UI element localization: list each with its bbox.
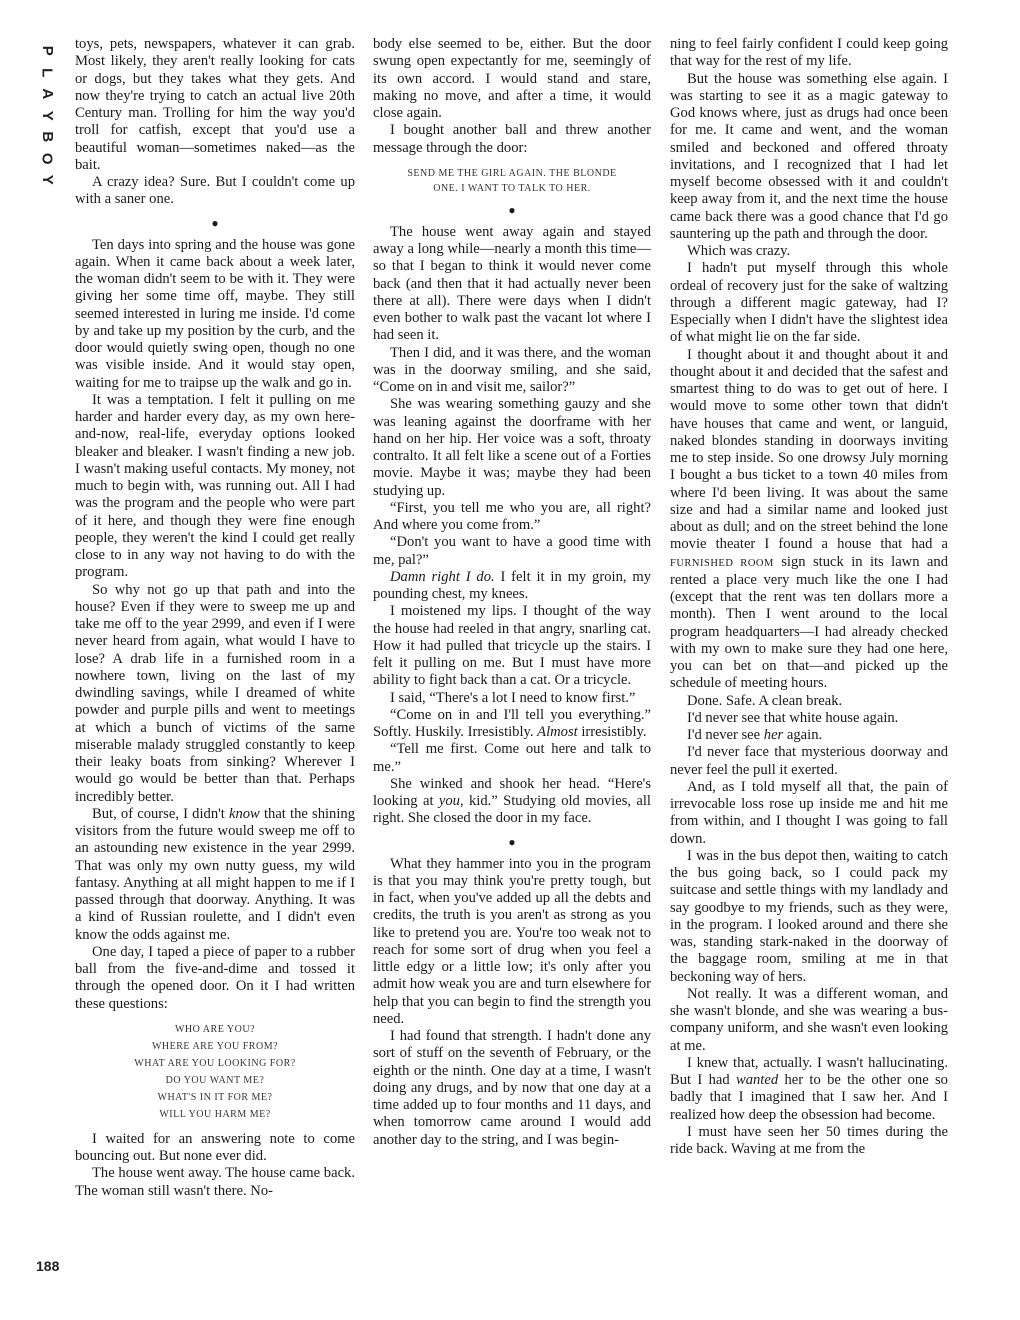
questions-list	[75, 1021, 355, 1123]
paragraph: Not really. It was a different woman, and she wasn't blonde, and she was wearing a bus-company uniform, and she wasn't even looking at me.	[670, 985, 948, 1054]
masthead-letter: P	[38, 45, 56, 56]
page-number: 188	[36, 1258, 60, 1274]
message-line: ONE. I WANT TO TALK TO HER.	[433, 183, 591, 195]
paragraph: I moistened my lips. I thought of the way the house had reeled in that angry, snarling cat. How it had pulled that tricycle up the stairs. I felt it pulling on me. But I must have more ability to fight back than a cat. Or a tricycle.	[373, 603, 651, 689]
playboy-masthead	[36, 40, 58, 191]
paragraph: Ten days into spring and the house was gone again. When it came back about a week later, the woman didn't seem to be with it. They were giving her some time off, maybe. They still seemed interested in luring me inside. I'd come by and take up my position by the curb, and the door would quietly swing open, though no one was visible inside. And it would stay open, waiting for me to traipse up the walk and go in.	[75, 236, 355, 391]
masthead-letter: L	[38, 67, 56, 77]
message-line: SEND ME THE GIRL AGAIN. THE BLONDE	[407, 167, 617, 179]
paragraph	[75, 806, 355, 944]
paragraph: Which was crazy.	[687, 243, 791, 259]
paragraph: body else seemed to be, either. But the door swung open expectantly for me, seemingly of its own accord. I would stand and stare, making no move, and after a time, it would close again.	[373, 36, 651, 121]
emphasis: wanted	[735, 1072, 779, 1088]
question: DO YOU WANT ME?	[165, 1074, 265, 1086]
text: She winked and shook her head. “Here's looking at	[373, 775, 651, 809]
emphasis: her	[763, 727, 784, 743]
paragraph: I hadn't put myself through this whole ordeal of recovery just for the sake of waltzing through a different magic gateway, had I? Especially when I didn't have the slightest idea of what might lie on the far side.	[670, 260, 948, 346]
paragraph: What they hammer into you in the program is that you may think you're pretty tough, but in fact, when you've added up all the debts and credits, the truth is you aren't as strong as you like to pretend you are. You're too weak not to reach for some sort of drug when you feel a little edgy or a little low; it's only after you admit how weak you are and turn elsewhere for help that you can begin to find the strength you need.	[373, 855, 651, 1027]
text: , kid.” Studying old movies, all right. She closed the door in my face.	[373, 793, 651, 827]
section-bullet: ●	[211, 215, 219, 230]
paragraph: It was a temptation. I felt it pulling on me harder and harder every day, as my own here-and-now, real-life, everyday options looked bleaker and bleaker. I wasn't finding a new job. I wasn't making useful contacts. My money, not much to begin with, was running out. All I had was the program and the people who were part of it here, and though they were fine enough people, they weren't the kind I could get really close to in any way not having to do with the program.	[75, 391, 355, 581]
masthead-letter: Y	[38, 110, 56, 121]
paragraph: I said, “There's a lot I need to know first.”	[390, 689, 636, 706]
paragraph: And, as I told myself all that, the pain of irrevocable loss rose up inside me and hit me from within, and I thought I was going to fall down.	[670, 778, 948, 847]
message-note	[373, 164, 651, 199]
paragraph: I was in the bus depot then, waiting to catch the bus going back, so I could pack my suitcase and settle things with my landlady and say goodbye to my friends, such as they were, in the program. I looked around and there she was, standing stark-naked in the doorway of the baggage room, smiling at me in that beckoning way of hers.	[670, 847, 948, 985]
section-bullet: ●	[508, 834, 516, 849]
text: that the shining visitors from the future would sweep me off to an astounding new existence in the year 2999. That was only my own nutty guess, my wild fantasy. Anything at all might happen to me if I passed through that doorway. Anything. It was a kind of Russian roulette, and I didn't even know the odds against me.	[75, 805, 356, 943]
text: I thought about it and thought about it and thought about it and decided that the safest and smartest thing to do was to get out of here. I would move to some other town that didn't have houses that came and went, or languid, naked blondes standing in doorways inviting me to step inside. So one drowsy July morning I bought a bus ticket to a town 40 miles from where I'd been living. It was about the same size and had a similar name and looked just about as dull; and on the street behind the lone movie theater I found a house that had a	[670, 346, 948, 553]
paragraph: Then I did, and it was there, and the woman was in the doorway smiling, and she said, “Come on in and visit me, sailor?”	[373, 344, 651, 395]
text: irresistibly.	[577, 724, 647, 740]
emphasis: you	[438, 793, 460, 809]
paragraph: I must have seen her 50 times during the ride back. Waving at me from the	[670, 1123, 948, 1157]
text: “Come on in and I'll tell you everything.” Softly. Huskily. Irresistibly.	[373, 706, 651, 740]
paragraph: But the house was something else again. I was starting to see it as a magic gateway to God knows where, just as drugs had once been for me. It came and went, and the woman smiled and beckoned and offered throaty invitations, and I recognized that I had let myself become obsessed with it and couldn't keep away from it, and the next time the house came back there was a good chance that I'd go sauntering up the path and through the door.	[670, 70, 948, 242]
paragraph: I'd never see that white house again.	[687, 709, 899, 726]
paragraph: toys, pets, newspapers, whatever it can grab. Most likely, they aren't really looking for cats or dogs, but they takes what they gets. And now they're trying to catch an actual live 20th Century man. Trolling for him the way you'd troll for catfish, except that you'd use a beautiful woman—sometimes naked—as the bait.	[75, 36, 355, 173]
paragraph: “Don't you want to have a good time with me, pal?”	[373, 534, 651, 568]
paragraph: “Tell me first. Come out here and talk to me.”	[373, 741, 651, 775]
paragraph: Done. Safe. A clean break.	[687, 692, 843, 709]
text: I knew that, actually. I wasn't hallucinating. But I had	[670, 1054, 948, 1088]
emphasis: know	[228, 805, 260, 822]
text: sign stuck in its lawn and rented a place very much like the one I had (except that the rent was ten dollars more a month). Then I went around to the local program headquarters—I had already checked with my own to make sure they had one here, you can bet on that—and picked up the schedule of meeting hours.	[670, 553, 948, 692]
section-bullet: ●	[508, 202, 516, 217]
paragraph: The house went away again and stayed away a long while—nearly a month this time—so that I began to think it would never come back (and then that it had actually never been there at all). There were days when I didn't even bother to walk past the vacant lot where I had seen it.	[373, 223, 651, 344]
paragraph	[670, 1055, 948, 1124]
paragraph: ning to feel fairly confident I could keep going that way for the rest of my life.	[670, 36, 948, 70]
paragraph: The house went away. The house came back. The woman still wasn't there. No-	[75, 1165, 355, 1199]
column-3	[670, 36, 948, 1158]
emphasis: Almost	[537, 724, 578, 740]
paragraph: “First, you tell me who you are, all right? And where you come from.”	[373, 499, 651, 533]
emphasis: Damn right I do.	[390, 568, 495, 585]
masthead-letter: O	[38, 152, 56, 165]
column-2	[373, 36, 651, 1149]
paragraph: One day, I taped a piece of paper to a rubber ball from the five-and-dime and tossed it through the opened door. On it I had written these questions:	[75, 943, 355, 1012]
question: WHAT ARE YOU LOOKING FOR?	[134, 1057, 296, 1069]
question: WHO ARE YOU?	[174, 1023, 256, 1035]
text: again.	[783, 727, 823, 743]
question: WHAT'S IN IT FOR ME?	[157, 1091, 273, 1103]
paragraph: A crazy idea? Sure. But I couldn't come up with a saner one.	[75, 174, 355, 208]
masthead-letter: Y	[38, 174, 56, 185]
paragraph: I waited for an answering note to come bouncing out. But none ever did.	[75, 1130, 355, 1164]
masthead-letter: A	[38, 88, 56, 100]
paragraph	[670, 727, 948, 744]
paragraph: I'd never face that mysterious doorway and never feel the pull it exerted.	[670, 744, 948, 778]
question: WHERE ARE YOU FROM?	[151, 1040, 279, 1052]
small-caps-text: FURNISHED ROOM	[670, 557, 774, 569]
paragraph	[373, 569, 651, 604]
text: I felt it in my groin, my pounding chest, my knees.	[373, 568, 651, 602]
paragraph: So why not go up that path and into the house? Even if they were to sweep me up and take me off to the year 2999, and even if I were never heard from again, what would I have to lose? A drab life in a furnished room in a nowhere town, living on the last of my dwindling savings, while I dreamed of white powder and purple pills and went to meetings at which a bunch of victims of the same miserable malady struggled constantly to keep their leaky boats from sinking? Wherever I would go would be better than that. Perhaps incredibly better.	[75, 581, 355, 805]
paragraph: She was wearing something gauzy and she was leaning against the doorframe with her hand on her hip. Her voice was a soft, throaty contralto. It all felt like a scene out of a Forties movie. Maybe it was; maybe they had been studying up.	[373, 396, 651, 499]
paragraph: I had found that strength. I hadn't done any sort of stuff on the seventh of February, or the eighth or the ninth. One day at a time, I wasn't doing any drugs, and by now that one day at a time added up to four months and 11 days, and when tomorrow came around I would add another day to the string, and I was begin-	[373, 1028, 651, 1148]
paragraph	[373, 707, 651, 742]
text: her to be the other one so badly that I imagined that I saw her. And I realized how deep the obsession had become.	[670, 1072, 948, 1123]
paragraph	[670, 347, 948, 693]
question: WILL YOU HARM ME?	[159, 1108, 271, 1120]
masthead-letter: B	[38, 131, 56, 143]
text: I'd never see	[687, 727, 764, 743]
paragraph: I bought another ball and threw another message through the door:	[373, 122, 651, 156]
column-1	[75, 36, 355, 1200]
paragraph	[373, 776, 651, 828]
text: But, of course, I didn't	[92, 805, 229, 822]
